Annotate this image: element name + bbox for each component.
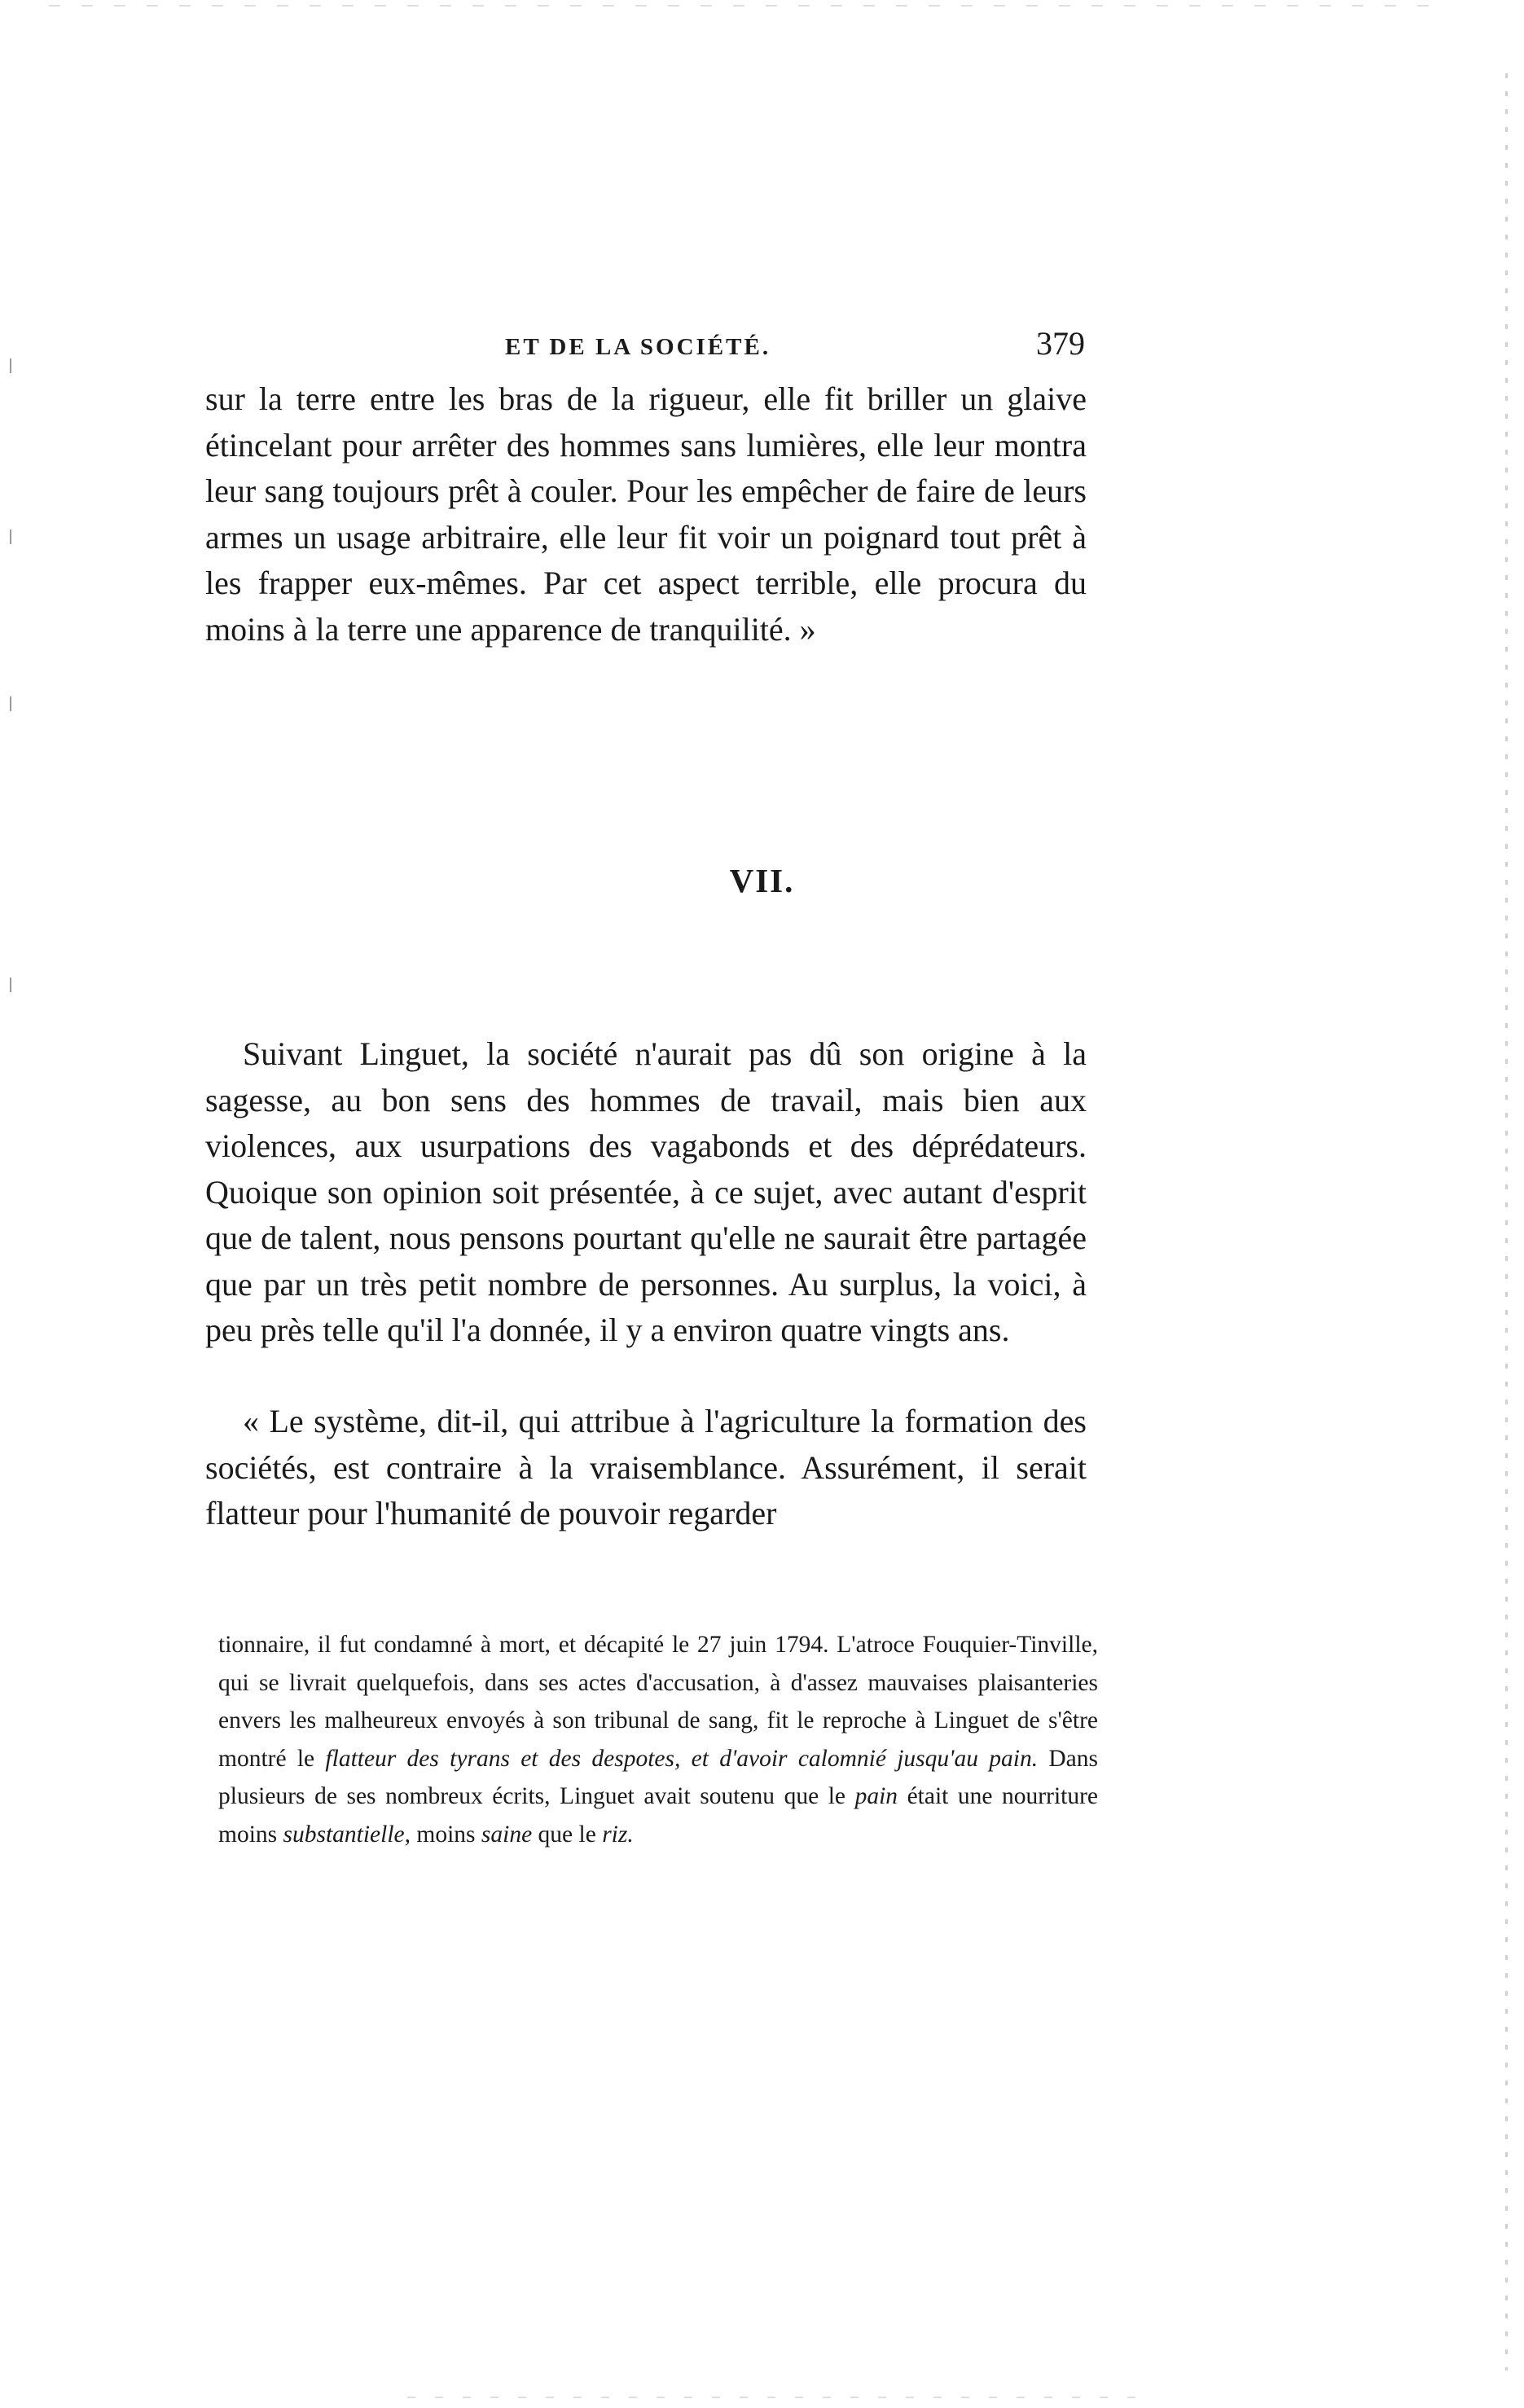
footnote-text: que le (532, 1821, 603, 1848)
scan-artifact-bottom (407, 2397, 1140, 2398)
body-paragraph: Suivant Linguet, la société n'aurait pas dû son origine à la sagesse, au bon sens des hommes de travail, mais bien aux violences, aux usurpations des vagabonds et des déprédateurs. Quoique son opinion soit présentée, à ce sujet, avec autant d'esprit que de talent, nous pensons pourtant qu'elle ne saurait être partagée que par un très petit nombre de personnes. Au surplus, la voici, à peu près telle qu'il l'a donnée, il y a environ quatre vingts ans. (205, 1035, 1087, 1348)
section-heading: VII. (729, 862, 795, 899)
body-paragraph: sur la terre entre les bras de la rigueur, elle fit briller un glaive étincelant pour arrêter des hommes sans lumières, elle leur montra leur sang toujours prêt à couler. Pour les empêcher de faire de leurs armes un usage arbitraire, elle leur fit voir un poignard tout prêt à les frapper eux-mêmes. Par cet aspect terrible, elle procura du moins à la terre une apparence de tranquilité. » (205, 380, 1087, 648)
footnote-italic-text: substantielle, (283, 1821, 411, 1848)
scan-artifact-left-mark (10, 529, 11, 544)
footnote-text: tionnaire, il fut condamné à mort, et décapité le 27 juin 1794. L'atroce Fouquier-Tinville, qui se livrait quelquefois, dans ses actes d'accusation, à d'assez mauvaises plaisanteries envers les malheureux envoyés à son tribunal de sang, fit le reproche à Linguet de s'être montré le (218, 1632, 1098, 1772)
scan-artifact-top (49, 5, 1434, 7)
footnote-italic-text: pain (854, 1783, 898, 1809)
scan-artifact-left-mark (10, 978, 11, 992)
footnote-italic-text: riz. (602, 1821, 634, 1848)
body-paragraph: « Le système, dit-il, qui attribue à l'agriculture la formation des sociétés, est contraire à la vraisemblance. Assurément, il serait flatteur pour l'humanité de pouvoir regarder (205, 1403, 1087, 1531)
page-number: 379 (1036, 325, 1085, 362)
footnote-text: Dans plusieurs de ses nombreux écrits, Linguet avait soutenu que le (218, 1745, 1098, 1809)
scan-artifact-left-mark (10, 696, 11, 711)
running-head (205, 324, 1085, 373)
footnote-text: était une nourriture moins (218, 1783, 1098, 1848)
footnote-italic-text: saine (481, 1821, 533, 1848)
footnote-text: moins (411, 1821, 481, 1848)
footnote (218, 1626, 1098, 1853)
running-title: ET DE LA SOCIÉTÉ. (505, 334, 771, 360)
footnote-italic-text: flatteur des tyrans et des despotes, et d'avoir calomnié jusqu'au pain. (325, 1745, 1039, 1772)
scan-artifact-right-edge (1505, 73, 1508, 2371)
scan-artifact-left-mark (10, 358, 11, 373)
